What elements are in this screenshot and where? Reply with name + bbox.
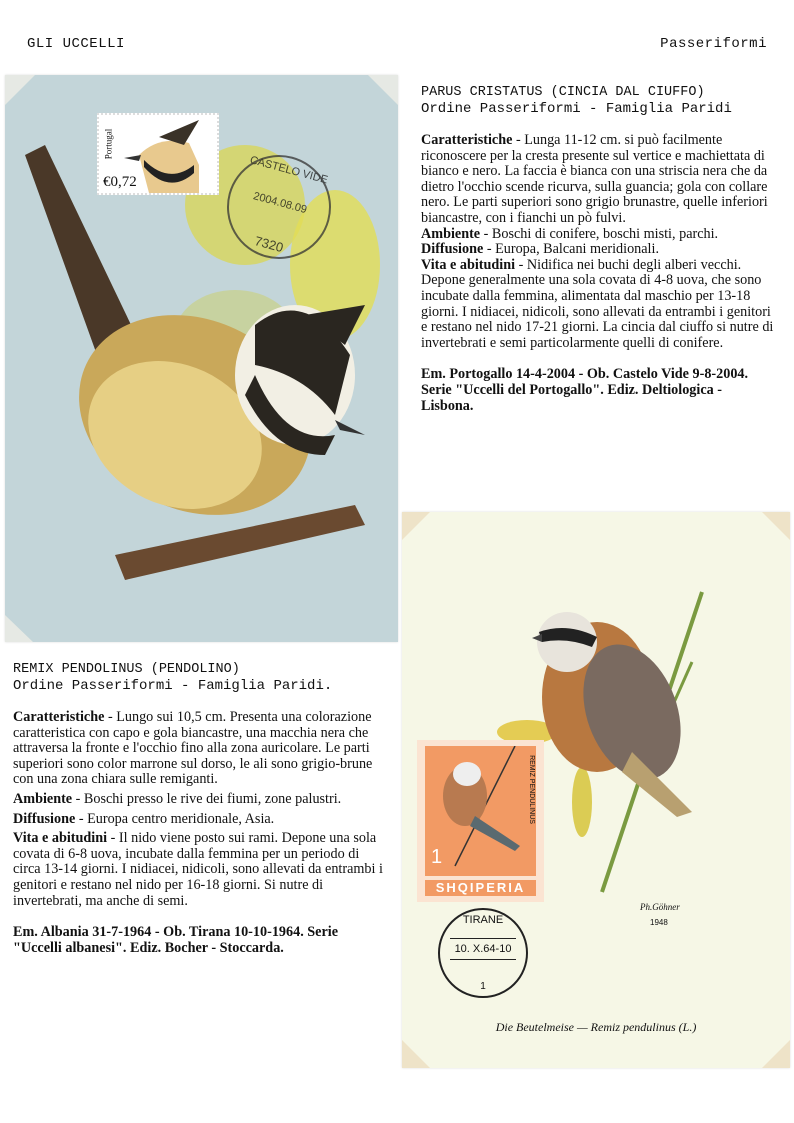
stamp-portugal	[97, 113, 219, 195]
postcard-parus-cristatus	[5, 75, 398, 642]
emission-info: Em. Albania 31-7-1964 - Ob. Tirana 10-10-1964. Serie "Uccelli albanesi". Ediz. Bocher - Stoccarda.	[13, 924, 339, 956]
life-habits: Vita e abitudini - Il nido viene posto sui rami. Depone una sola covata di 6-8 uova, incubate dalla femmina per un periodo di circa 13-14 giorni. I nidiacei, nidicoli, sono allevati da entrambi i genitori e restano nel nido per 16-18 giorni. Si nutre di invertebrati, ma anche di semi.	[13, 830, 383, 909]
running-header-right: Passeriformi	[660, 36, 767, 52]
stamp-name: REMIZ PENDULINUS	[528, 755, 536, 824]
habitat: Ambiente - Boschi di conifere, boschi misti, parchi.	[421, 225, 719, 242]
distribution: Diffusione - Europa centro meridionale, Asia.	[13, 810, 275, 827]
postmark-town: CASTELO VIDE	[248, 154, 330, 187]
artist-year: 1948	[650, 918, 668, 927]
stamp-country: SHQIPERIA	[425, 880, 536, 896]
distribution: Diffusione - Europa, Balcani meridionali.	[421, 241, 659, 258]
postmark-date: 2004.08.09	[251, 190, 309, 217]
life-habits: Vita e abitudini - Nidifica nei buchi degli alberi vecchi. Depone generalmente una sola covata di 4-8 uova, che sono incubate dalla femmina, alimentata dal maschio per 13-18 giorni. I nidiacei, nidicoli, sono allevati da entrambi i genitori e restano nel nido 17-21 giorni. La cincia dal ciuffo si nutre di invertebrati e semi particolarmente quelli di conifere.	[421, 256, 774, 351]
parus-description	[421, 85, 777, 414]
species-title: PARUS CRISTATUS (CINCIA DAL CIUFFO)	[421, 85, 705, 100]
characteristics: Caratteristiche - Lungo sui 10,5 cm. Presenta una colorazione caratteristica con capo e gola biancastre, una macchia nera che attraversa la fronte e l'occhio fino alla zona auricolare. Le parti superiori sono color marrone sul dorso, le ali sono grigio-brune con una zona chiara sulle remiganti.	[13, 709, 373, 788]
stamp-albania	[417, 740, 544, 902]
postmark-town: TIRANE	[462, 914, 504, 926]
remiz-description	[13, 662, 387, 956]
species-order: Ordine Passeriformi - Famiglia Paridi.	[13, 678, 333, 694]
species-title: REMIX PENDOLINUS (PENDOLINO)	[13, 662, 240, 677]
card-caption: Die Beutelmeise — Remiz pendulinus (L.)	[495, 1020, 697, 1034]
stamp-value: 1	[431, 846, 443, 868]
emission-info: Em. Portogallo 14-4-2004 - Ob. Castelo Vide 9-8-2004. Serie "Uccelli del Portogallo". Ediz. Deltiologica - Lisbona.	[421, 366, 749, 414]
postmark-number: 1	[480, 981, 486, 992]
stamp-value: €0,72	[103, 174, 137, 190]
postmark-code: 7320	[253, 233, 285, 256]
stamp-country: Portugal	[103, 128, 114, 160]
stamp-image	[425, 746, 536, 876]
postmark-date: 10. X.64-10	[450, 938, 516, 960]
species-order: Ordine Passeriformi - Famiglia Paridi	[421, 101, 732, 117]
postmark	[438, 908, 528, 998]
running-header-left: GLI UCCELLI	[27, 36, 125, 52]
characteristics: Caratteristiche - Lunga 11-12 cm. si può facilmente riconoscere per la cresta presente sul vertice e machiettata di bianco e nero. La faccia è bianca con una striscia nera che da dietro l'occhio scende ricurva, sulla guancia; gola con collare nero. Le parti superiori sono grigio brunastre, quelle inferiori biancastre, con i fianchi un pò fulvi.	[421, 132, 768, 226]
artist-signature: Ph.Göhner	[640, 902, 680, 912]
postcard-remiz-pendulinus	[402, 512, 790, 1068]
habitat: Ambiente - Boschi presso le rive dei fiumi, zone palustri.	[13, 790, 342, 807]
